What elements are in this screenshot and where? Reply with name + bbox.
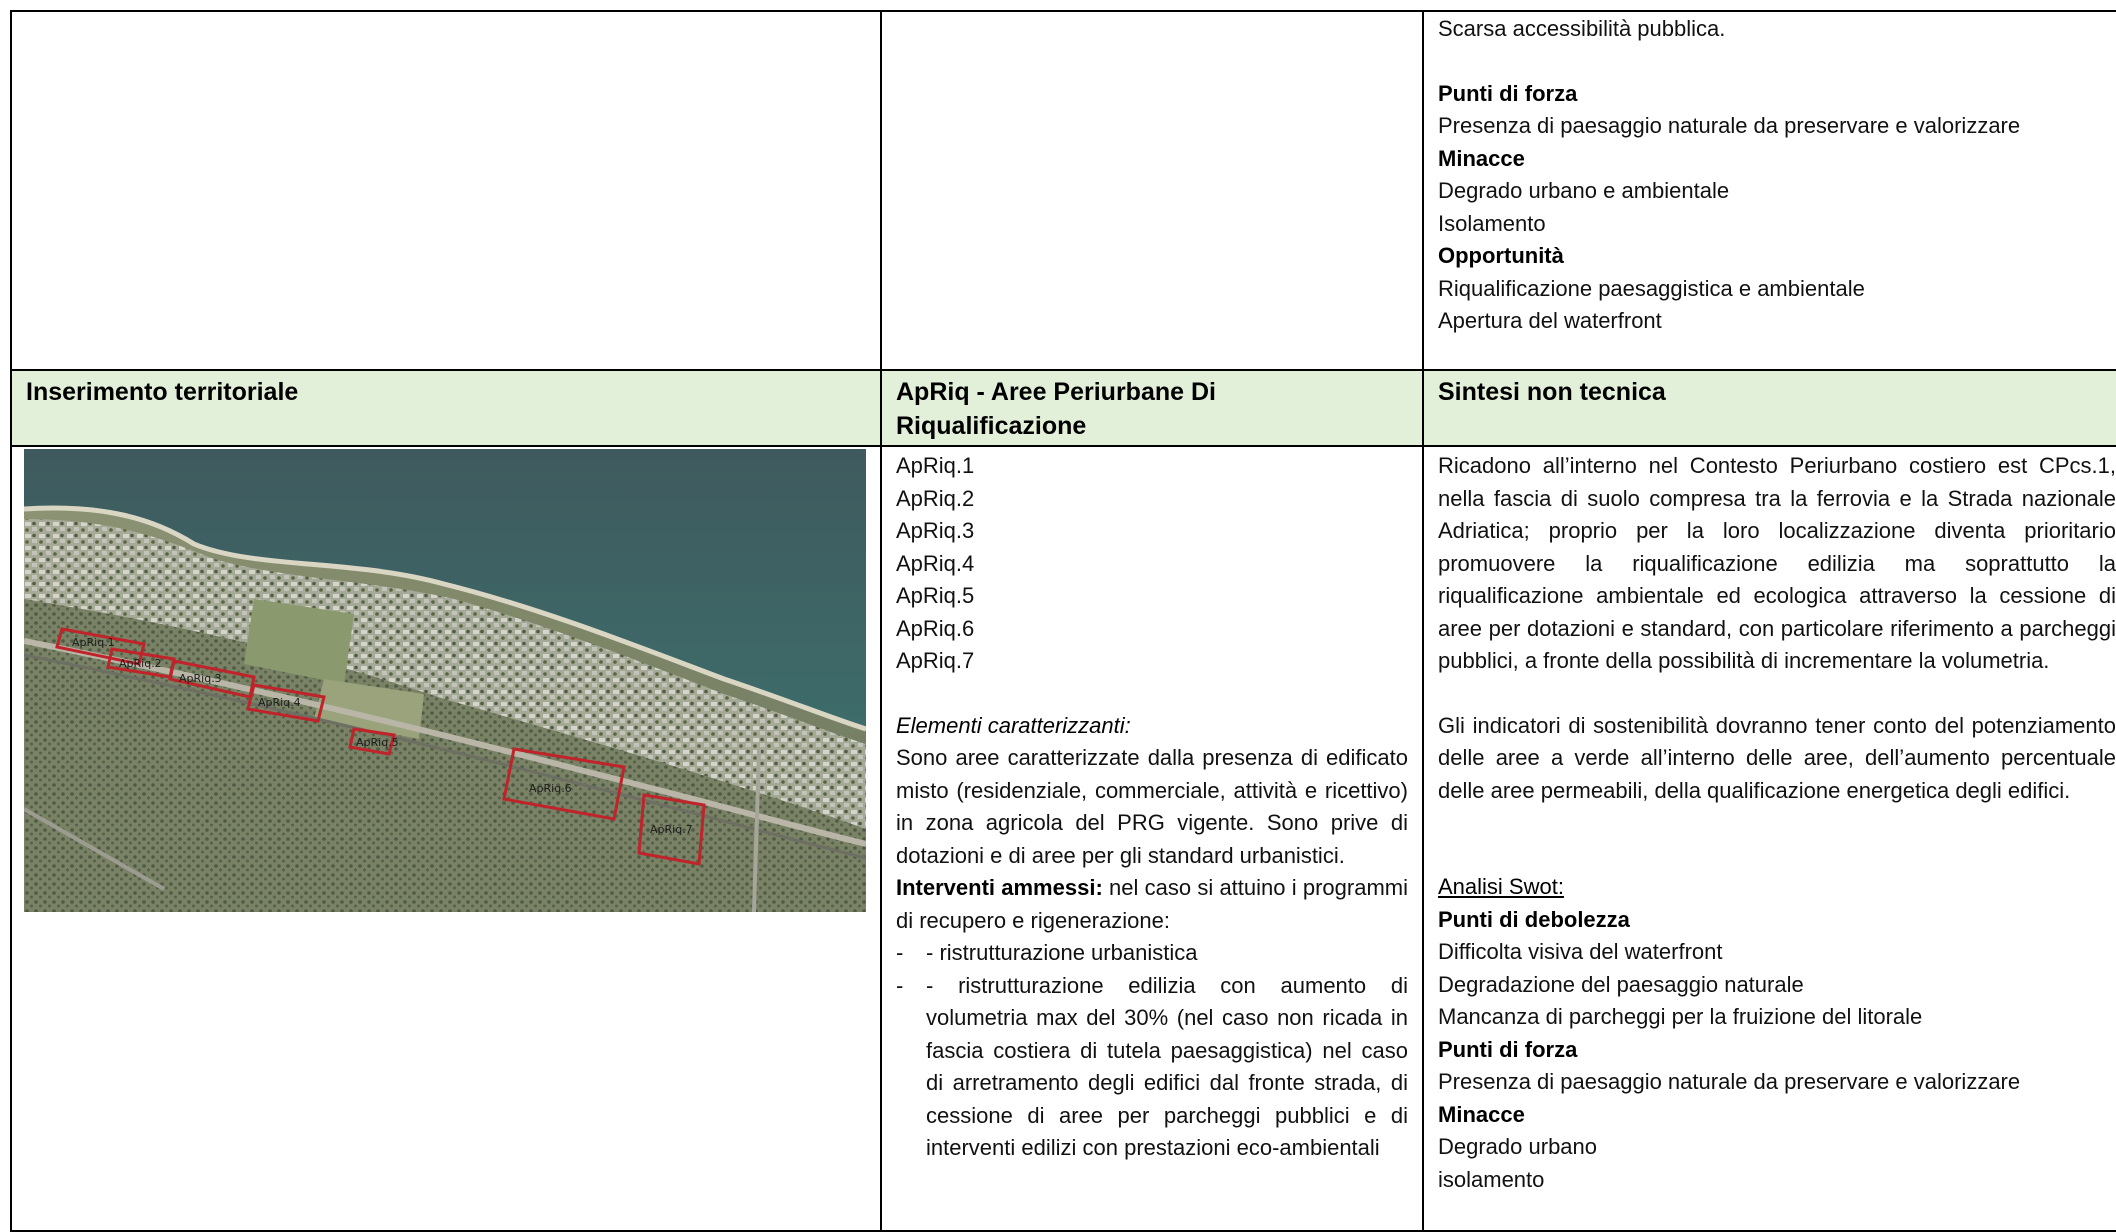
swot-weakness-heading: Punti di debolezza — [1438, 906, 1630, 932]
swot-heading: Analisi Swot: — [1438, 874, 1564, 899]
map-label: ApRiq.6 — [529, 782, 572, 795]
plan-table — [10, 10, 2116, 1232]
swot-line: Apertura del waterfront — [1438, 308, 1662, 333]
map-label: ApRiq.3 — [179, 672, 222, 685]
list-item: ApRiq.6 — [896, 615, 975, 641]
swot-line: Presenza di paesaggio naturale da preservare e valorizzare — [1438, 1069, 2021, 1094]
top-cell-2 — [881, 11, 1423, 370]
map-cell — [11, 446, 881, 1231]
interventions-text: nel caso si attuino i programmi di recupero e rigenerazione: — [896, 875, 1408, 933]
table-row — [11, 446, 2116, 1231]
swot-threats-heading: Minacce — [1438, 145, 1525, 171]
swot-line: Difficolta visiva del waterfront — [1438, 939, 1723, 964]
map-label: ApRiq.4 — [258, 696, 301, 709]
aerial-map — [24, 449, 866, 912]
swot-opportunities-heading: Opportunità — [1438, 243, 1564, 268]
swot-line: Isolamento — [1438, 210, 1546, 236]
map-label: ApRiq.7 — [650, 823, 693, 836]
interventions-paragraph — [896, 872, 1408, 937]
swot-line: Degradazione del paesaggio naturale — [1438, 971, 1804, 997]
map-label: ApRiq.1 — [72, 636, 115, 649]
interventions-list — [896, 937, 1408, 1165]
elements-heading: Elementi caratterizzanti: — [896, 712, 1131, 738]
summary-paragraph-1: Ricadono all’interno nel Contesto Periurbano costiero est CPcs.1, nella fascia di suolo compresa tra la ferrovia e la Strada nazionale Adriatica; proprio per la loro localizzazione diventa prioritario promuovere la riqualificazione edilizia ma soprattutto la riqualificazione ambientale ed ecologica attraverso la cessione di aree per dotazioni e standard, con particolare riferimento a parcheggi pubblici, a fronte della possibilità di incrementare la volumetria. — [1438, 453, 2116, 673]
list-item: - - ristrutturazione edilizia con aumento di volumetria max del 30% (nel caso non ricada in fascia costiera di tutela paesaggistica) nel caso di arretramento degli edifici dal fronte strada, di cessione di aree per parcheggi pubblici e di interventi edilizi con prestazioni eco-ambientali — [896, 970, 1408, 1165]
apriq-description-cell — [881, 446, 1423, 1231]
list-item: ApRiq.5 — [896, 583, 975, 608]
list-item: ApRiq.3 — [896, 518, 975, 543]
swot-line: Scarsa accessibilità pubblica. — [1438, 16, 1726, 41]
top-cell-1 — [11, 11, 881, 370]
list-item: ApRiq.4 — [896, 550, 975, 576]
swot-line: Degrado urbano — [1438, 1134, 1598, 1159]
list-item: - - ristrutturazione urbanistica — [896, 937, 1408, 970]
elements-text: Sono aree caratterizzate dalla presenza di edificato misto (residenziale, commerciale, attività e ricettivo) in zona agricola del PRG vigente. Sono prive di dotazioni e di aree per gli standard urbanistici. — [896, 745, 1408, 868]
table-row — [11, 11, 2116, 370]
list-item: ApRiq.7 — [896, 648, 975, 673]
swot-strengths-heading: Punti di forza — [1438, 1036, 1578, 1062]
map-label: ApRiq.5 — [356, 736, 399, 749]
summary-cell — [1423, 446, 2116, 1231]
header-apriq: ApRiq - Aree Periurbane Di Riqualificazione — [881, 370, 1423, 446]
header-territorial: Inserimento territoriale — [11, 370, 881, 446]
swot-line: isolamento — [1438, 1166, 1545, 1192]
list-item: ApRiq.1 — [896, 453, 975, 478]
top-cell-3 — [1423, 11, 2116, 370]
summary-paragraph-2: Gli indicatori di sostenibilità dovranno tener conto del potenziamento delle aree a verde all’interno delle aree, dell’aumento percentuale delle aree permeabili, della qualificazione energetica degli edifici. — [1438, 712, 2116, 803]
swot-strengths-heading: Punti di forza — [1438, 80, 1578, 106]
header-summary: Sintesi non tecnica — [1423, 370, 2116, 446]
header-row — [11, 370, 2116, 446]
swot-line: Riqualificazione paesaggistica e ambientale — [1438, 275, 1865, 301]
swot-threats-heading: Minacce — [1438, 1101, 1525, 1127]
swot-line: Mancanza di parcheggi per la fruizione del litorale — [1438, 1004, 1923, 1029]
map-label: ApRiq.2 — [119, 657, 162, 670]
swot-line: Degrado urbano e ambientale — [1438, 178, 1730, 203]
list-item: ApRiq.2 — [896, 485, 975, 511]
swot-line: Presenza di paesaggio naturale da preservare e valorizzare — [1438, 113, 2021, 138]
area-list — [896, 450, 1408, 678]
interventions-heading: Interventi ammessi: — [896, 875, 1103, 900]
